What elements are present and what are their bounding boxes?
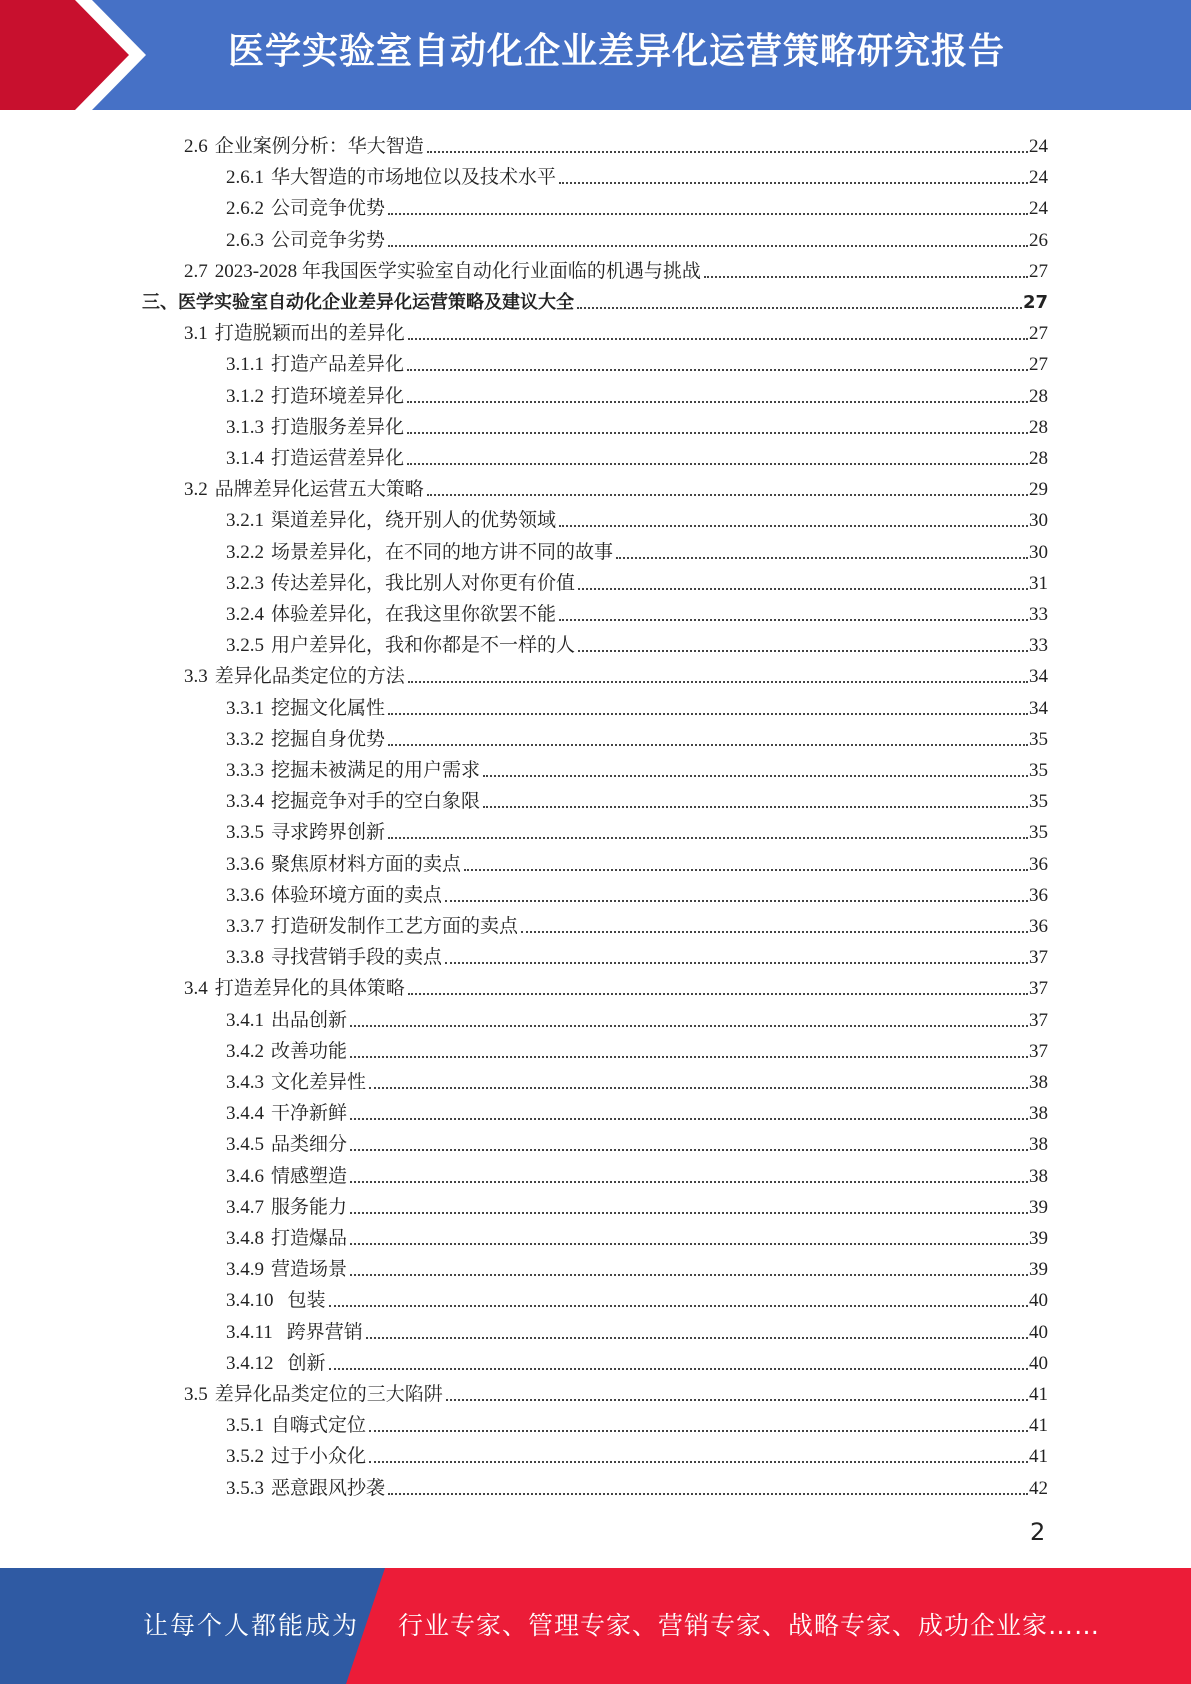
toc-entry-number: 3.4.2 bbox=[226, 1040, 264, 1062]
toc-dot-leader bbox=[407, 463, 1028, 465]
toc-dot-leader bbox=[464, 869, 1028, 871]
toc-entry-number: 3.3.7 bbox=[226, 916, 264, 937]
toc-entry-number: 3.4.12 bbox=[226, 1352, 274, 1374]
toc-entry-title: 干净新鲜 bbox=[271, 1103, 348, 1125]
toc-entry-title: 企业案例分析：华大智造 bbox=[214, 136, 424, 157]
toc-entry[interactable] bbox=[226, 1002, 1048, 1033]
toc-dot-leader bbox=[388, 213, 1028, 215]
toc-entry[interactable] bbox=[226, 222, 1048, 253]
toc-entry-number: 3.2.3 bbox=[226, 572, 264, 594]
toc-entry-number: 3.3 bbox=[184, 666, 208, 688]
toc-entry-number: 3.2.2 bbox=[226, 541, 264, 563]
footer-slogan-left: 让每个人都能成为 bbox=[143, 1611, 360, 1640]
toc-dot-leader bbox=[329, 1368, 1028, 1370]
toc-entry-title: 文化差异性 bbox=[271, 1072, 367, 1093]
toc-entry-number: 3.2.1 bbox=[226, 510, 264, 532]
toc-dot-leader bbox=[366, 1337, 1028, 1339]
toc-entry-number: 3.4.6 bbox=[226, 1165, 264, 1187]
toc-dot-leader bbox=[446, 1399, 1028, 1401]
toc-entry[interactable] bbox=[226, 814, 1048, 845]
toc-entry[interactable] bbox=[226, 409, 1048, 440]
toc-entry-title: 寻求跨界创新 bbox=[271, 822, 386, 844]
toc-entry[interactable] bbox=[226, 440, 1048, 471]
toc-entry-page: 35 bbox=[1029, 822, 1048, 844]
toc-entry-title: 改善功能 bbox=[271, 1040, 348, 1062]
toc-entry[interactable] bbox=[226, 1095, 1048, 1126]
toc-dot-leader bbox=[350, 1243, 1028, 1245]
toc-entry[interactable] bbox=[142, 284, 1048, 315]
toc-entry[interactable] bbox=[226, 939, 1048, 970]
toc-entry-number: 三、 bbox=[142, 292, 178, 313]
toc-entry-title: 打造爆品 bbox=[271, 1228, 348, 1249]
toc-entry-page: 29 bbox=[1029, 479, 1048, 501]
toc-entry-page: 34 bbox=[1029, 697, 1048, 719]
toc-entry[interactable] bbox=[184, 471, 1048, 502]
toc-entry-title: 挖掘自身优势 bbox=[271, 728, 386, 750]
toc-dot-leader bbox=[350, 1181, 1028, 1183]
toc-dot-leader bbox=[521, 931, 1028, 933]
toc-entry-title: 渠道差异化，绕开别人的优势领域 bbox=[271, 510, 557, 532]
toc-dot-leader bbox=[388, 837, 1028, 839]
toc-entry[interactable] bbox=[226, 1033, 1048, 1064]
toc-entry[interactable] bbox=[184, 658, 1048, 689]
toc-entry-title: 用户差异化，我和你都是不一样的人 bbox=[271, 635, 576, 657]
toc-dot-leader bbox=[329, 1305, 1028, 1307]
toc-entry[interactable] bbox=[184, 253, 1048, 284]
toc-dot-leader bbox=[559, 525, 1028, 527]
toc-entry-title: 华大智造的市场地位以及技术水平 bbox=[271, 167, 557, 189]
toc-dot-leader bbox=[350, 1056, 1028, 1058]
toc-entry-title: 聚焦原材料方面的卖点 bbox=[271, 853, 462, 875]
toc-entry[interactable] bbox=[226, 627, 1048, 658]
toc-dot-leader bbox=[616, 557, 1028, 559]
toc-entry-page: 38 bbox=[1029, 1072, 1048, 1093]
toc-entry[interactable] bbox=[184, 1376, 1048, 1407]
toc-dot-leader bbox=[388, 744, 1028, 746]
toc-entry-title: 差异化品类定位的三大陷阱 bbox=[214, 1384, 443, 1405]
toc-entry-title: 品类细分 bbox=[271, 1134, 348, 1156]
toc-entry-page: 27 bbox=[1029, 260, 1048, 282]
toc-entry-title: 2023-2028 年我国医学实验室自动化行业面临的机遇与挑战 bbox=[214, 260, 701, 282]
toc-entry-page: 33 bbox=[1029, 604, 1048, 625]
header-arrow-decoration bbox=[0, 0, 150, 110]
toc-entry[interactable] bbox=[226, 1158, 1048, 1189]
toc-entry-title: 打造环境差异化 bbox=[271, 385, 405, 407]
toc-entry-title: 情感塑造 bbox=[271, 1165, 348, 1187]
toc-entry-page: 28 bbox=[1029, 385, 1048, 407]
toc-dot-leader bbox=[388, 245, 1028, 247]
toc-dot-leader bbox=[388, 1493, 1028, 1495]
toc-entry-title: 医学实验室自动化企业差异化运营策略及建议大全 bbox=[178, 292, 574, 313]
toc-entry-title: 跨界营销 bbox=[286, 1321, 363, 1343]
toc-entry[interactable] bbox=[184, 970, 1048, 1001]
toc-entry-page: 27 bbox=[1029, 323, 1048, 345]
toc-dot-leader bbox=[408, 993, 1028, 995]
toc-entry-page: 35 bbox=[1029, 791, 1048, 813]
toc-entry-number: 3.4.1 bbox=[226, 1009, 264, 1031]
toc-dot-leader bbox=[350, 1025, 1028, 1027]
toc-dot-leader bbox=[407, 401, 1028, 403]
toc-entry-page: 41 bbox=[1029, 1384, 1048, 1405]
toc-entry-number: 3.4.8 bbox=[226, 1228, 264, 1249]
toc-entry-number: 3.3.6 bbox=[226, 853, 264, 875]
toc-entry-number: 3.4.11 bbox=[226, 1321, 273, 1343]
toc-entry-number: 3.1 bbox=[184, 323, 208, 345]
toc-entry-title: 打造差异化的具体策略 bbox=[214, 978, 405, 1000]
toc-entry-title: 打造研发制作工艺方面的卖点 bbox=[271, 916, 519, 937]
toc-entry-number: 3.2.4 bbox=[226, 604, 264, 625]
toc-entry-title: 体验环境方面的卖点 bbox=[271, 884, 443, 906]
toc-entry-number: 3.1.4 bbox=[226, 448, 264, 469]
toc-entry-number: 3.4.10 bbox=[226, 1290, 274, 1312]
toc-dot-leader bbox=[578, 650, 1028, 652]
toc-entry[interactable] bbox=[226, 596, 1048, 627]
toc-entry-title: 寻找营销手段的卖点 bbox=[271, 947, 443, 969]
toc-entry[interactable] bbox=[226, 502, 1048, 533]
toc-dot-leader bbox=[483, 806, 1028, 808]
document-title: 医学实验室自动化企业差异化运营策略研究报告 bbox=[228, 31, 1006, 72]
toc-entry-page: 40 bbox=[1029, 1321, 1048, 1343]
toc-dot-leader bbox=[445, 900, 1028, 902]
toc-entry[interactable] bbox=[226, 846, 1048, 877]
toc-entry[interactable] bbox=[226, 159, 1048, 190]
page-header bbox=[0, 0, 1191, 110]
toc-entry-number: 3.4.3 bbox=[226, 1072, 264, 1093]
toc-entry-page: 30 bbox=[1029, 510, 1048, 532]
toc-entry-number: 2.6.1 bbox=[226, 167, 264, 189]
toc-entry-page: 24 bbox=[1029, 167, 1048, 189]
toc-entry-page: 36 bbox=[1029, 916, 1048, 937]
toc-dot-leader bbox=[408, 338, 1028, 340]
toc-entry[interactable] bbox=[226, 534, 1048, 565]
toc-entry-title: 挖掘文化属性 bbox=[271, 697, 386, 719]
toc-entry[interactable] bbox=[184, 315, 1048, 346]
toc-entry-title: 公司竞争优势 bbox=[271, 198, 386, 220]
toc-entry-title: 挖掘未被满足的用户需求 bbox=[271, 760, 481, 781]
toc-entry-number: 3.4 bbox=[184, 978, 208, 1000]
toc-entry-number: 3.4.4 bbox=[226, 1103, 264, 1125]
toc-entry[interactable] bbox=[226, 783, 1048, 814]
footer-slogan-right: 行业专家、管理专家、营销专家、战略专家、成功企业家…… bbox=[398, 1611, 1101, 1640]
toc-entry[interactable] bbox=[226, 752, 1048, 783]
toc-entry-title: 公司竞争劣势 bbox=[271, 229, 386, 251]
toc-entry[interactable] bbox=[226, 877, 1048, 908]
toc-entry-number: 3.3.3 bbox=[226, 760, 264, 781]
toc-entry-title: 营造场景 bbox=[271, 1259, 348, 1281]
toc-entry-page: 27 bbox=[1029, 354, 1048, 376]
toc-entry-title: 打造运营差异化 bbox=[271, 448, 405, 469]
toc-entry-page: 36 bbox=[1029, 853, 1048, 875]
toc-entry[interactable] bbox=[226, 1407, 1048, 1438]
toc-dot-leader bbox=[369, 1461, 1028, 1463]
toc-entry-number: 2.6.3 bbox=[226, 229, 264, 251]
toc-dot-leader bbox=[350, 1274, 1028, 1276]
toc-entry-page: 40 bbox=[1029, 1352, 1048, 1374]
toc-dot-leader bbox=[350, 1149, 1028, 1151]
toc-entry-number: 2.7 bbox=[184, 260, 208, 282]
toc-dot-leader bbox=[483, 775, 1028, 777]
toc-entry-number: 3.2.5 bbox=[226, 635, 264, 657]
toc-entry-title: 品牌差异化运营五大策略 bbox=[214, 479, 424, 501]
page-number: 2 bbox=[1030, 1518, 1046, 1546]
toc-entry[interactable] bbox=[226, 378, 1048, 409]
toc-entry-number: 3.5.2 bbox=[226, 1446, 264, 1468]
toc-entry-page: 33 bbox=[1029, 635, 1048, 657]
toc-entry-number: 2.6 bbox=[184, 136, 208, 157]
toc-entry-page: 41 bbox=[1029, 1446, 1048, 1468]
toc-entry-page: 36 bbox=[1029, 884, 1048, 906]
toc-entry[interactable] bbox=[184, 128, 1048, 159]
toc-entry[interactable] bbox=[226, 346, 1048, 377]
toc-entry-page: 24 bbox=[1029, 198, 1048, 220]
toc-entry[interactable] bbox=[226, 1470, 1048, 1501]
toc-entry[interactable] bbox=[226, 1126, 1048, 1157]
toc-dot-leader bbox=[369, 1430, 1028, 1432]
toc-entry-number: 3.4.7 bbox=[226, 1196, 264, 1218]
toc-entry-page: 38 bbox=[1029, 1134, 1048, 1156]
toc-entry-page: 35 bbox=[1029, 760, 1048, 781]
toc-entry-title: 差异化品类定位的方法 bbox=[214, 666, 405, 688]
toc-dot-leader bbox=[350, 1118, 1028, 1120]
toc-entry-title: 包装 bbox=[287, 1290, 326, 1312]
toc-entry-title: 过于小众化 bbox=[271, 1446, 367, 1468]
toc-dot-leader bbox=[407, 432, 1028, 434]
toc-entry[interactable] bbox=[226, 1314, 1048, 1345]
toc-dot-leader bbox=[704, 276, 1028, 278]
toc-entry-page: 39 bbox=[1029, 1259, 1048, 1281]
toc-entry-number: 3.4.5 bbox=[226, 1134, 264, 1156]
toc-dot-leader bbox=[577, 307, 1022, 309]
toc-entry-title: 场景差异化，在不同的地方讲不同的故事 bbox=[271, 541, 614, 563]
toc-entry-page: 27 bbox=[1022, 292, 1048, 313]
toc-entry-number: 3.3.2 bbox=[226, 728, 264, 750]
toc-entry-number: 3.3.8 bbox=[226, 947, 264, 969]
toc-entry-title: 打造服务差异化 bbox=[271, 416, 405, 438]
toc-entry-title: 打造脱颖而出的差异化 bbox=[214, 323, 405, 345]
toc-dot-leader bbox=[427, 494, 1028, 496]
toc-entry-page: 35 bbox=[1029, 728, 1048, 750]
toc-entry[interactable] bbox=[226, 1345, 1048, 1376]
toc-entry-title: 出品创新 bbox=[271, 1009, 348, 1031]
toc-entry[interactable] bbox=[226, 1438, 1048, 1469]
toc-entry-page: 42 bbox=[1029, 1477, 1048, 1499]
toc-entry[interactable] bbox=[226, 190, 1048, 221]
toc-entry[interactable] bbox=[226, 1064, 1048, 1095]
toc-dot-leader bbox=[445, 962, 1028, 964]
toc-entry-title: 服务能力 bbox=[271, 1196, 348, 1218]
toc-dot-leader bbox=[578, 588, 1028, 590]
toc-entry-page: 37 bbox=[1029, 947, 1048, 969]
toc-entry-number: 3.1.2 bbox=[226, 385, 264, 407]
toc-entry-number: 3.4.9 bbox=[226, 1259, 264, 1281]
toc-entry-page: 40 bbox=[1029, 1290, 1048, 1312]
toc-entry-number: 3.3.4 bbox=[226, 791, 264, 813]
toc-entry-title: 打造产品差异化 bbox=[271, 354, 405, 376]
page-footer bbox=[0, 1568, 1191, 1684]
toc-entry-page: 28 bbox=[1029, 448, 1048, 469]
toc-dot-leader bbox=[559, 182, 1028, 184]
toc-dot-leader bbox=[559, 619, 1028, 621]
toc-entry-page: 28 bbox=[1029, 416, 1048, 438]
toc-entry-title: 挖掘竞争对手的空白象限 bbox=[271, 791, 481, 813]
toc-entry-title: 体验差异化，在我这里你欲罢不能 bbox=[271, 604, 557, 625]
toc-entry-number: 3.3.5 bbox=[226, 822, 264, 844]
toc-entry-page: 39 bbox=[1029, 1228, 1048, 1249]
toc-entry-page: 34 bbox=[1029, 666, 1048, 688]
toc-dot-leader bbox=[388, 713, 1028, 715]
toc-entry-number: 3.5.3 bbox=[226, 1477, 264, 1499]
toc-entry[interactable] bbox=[226, 690, 1048, 721]
toc-entry-number: 3.5 bbox=[184, 1384, 208, 1405]
toc-entry-number: 3.2 bbox=[184, 479, 208, 501]
toc-entry[interactable] bbox=[226, 1251, 1048, 1282]
toc-entry-page: 38 bbox=[1029, 1103, 1048, 1125]
toc-entry-page: 37 bbox=[1029, 978, 1048, 1000]
toc-entry[interactable] bbox=[226, 908, 1048, 939]
toc-entry-page: 37 bbox=[1029, 1040, 1048, 1062]
toc-dot-leader bbox=[408, 681, 1028, 683]
toc-entry-page: 31 bbox=[1029, 572, 1048, 594]
toc-entry-number: 3.1.3 bbox=[226, 416, 264, 438]
toc-entry-page: 39 bbox=[1029, 1196, 1048, 1218]
toc-entry-page: 24 bbox=[1029, 136, 1048, 157]
toc-entry-title: 传达差异化，我比别人对你更有价值 bbox=[271, 572, 576, 594]
toc-dot-leader bbox=[407, 369, 1028, 371]
toc-entry-number: 2.6.2 bbox=[226, 198, 264, 220]
toc-entry-number: 3.3.1 bbox=[226, 697, 264, 719]
toc-entry-page: 26 bbox=[1029, 229, 1048, 251]
toc-entry[interactable] bbox=[226, 1189, 1048, 1220]
toc-dot-leader bbox=[350, 1212, 1028, 1214]
toc-entry[interactable] bbox=[226, 1220, 1048, 1251]
toc-dot-leader bbox=[369, 1087, 1028, 1089]
toc-entry-title: 自嗨式定位 bbox=[271, 1415, 367, 1437]
toc-dot-leader bbox=[427, 151, 1028, 153]
toc-entry-number: 3.1.1 bbox=[226, 354, 264, 376]
toc-entry-title: 创新 bbox=[287, 1352, 326, 1374]
toc-entry-page: 38 bbox=[1029, 1165, 1048, 1187]
toc-entry-page: 41 bbox=[1029, 1415, 1048, 1437]
toc-entry[interactable] bbox=[226, 721, 1048, 752]
toc-entry[interactable] bbox=[226, 1282, 1048, 1313]
toc-entry-title: 恶意跟风抄袭 bbox=[271, 1477, 386, 1499]
toc-entry-number: 3.3.6 bbox=[226, 884, 264, 906]
toc-entry[interactable] bbox=[226, 565, 1048, 596]
toc-entry-page: 37 bbox=[1029, 1009, 1048, 1031]
toc-entry-number: 3.5.1 bbox=[226, 1415, 264, 1437]
toc-entry-page: 30 bbox=[1029, 541, 1048, 563]
